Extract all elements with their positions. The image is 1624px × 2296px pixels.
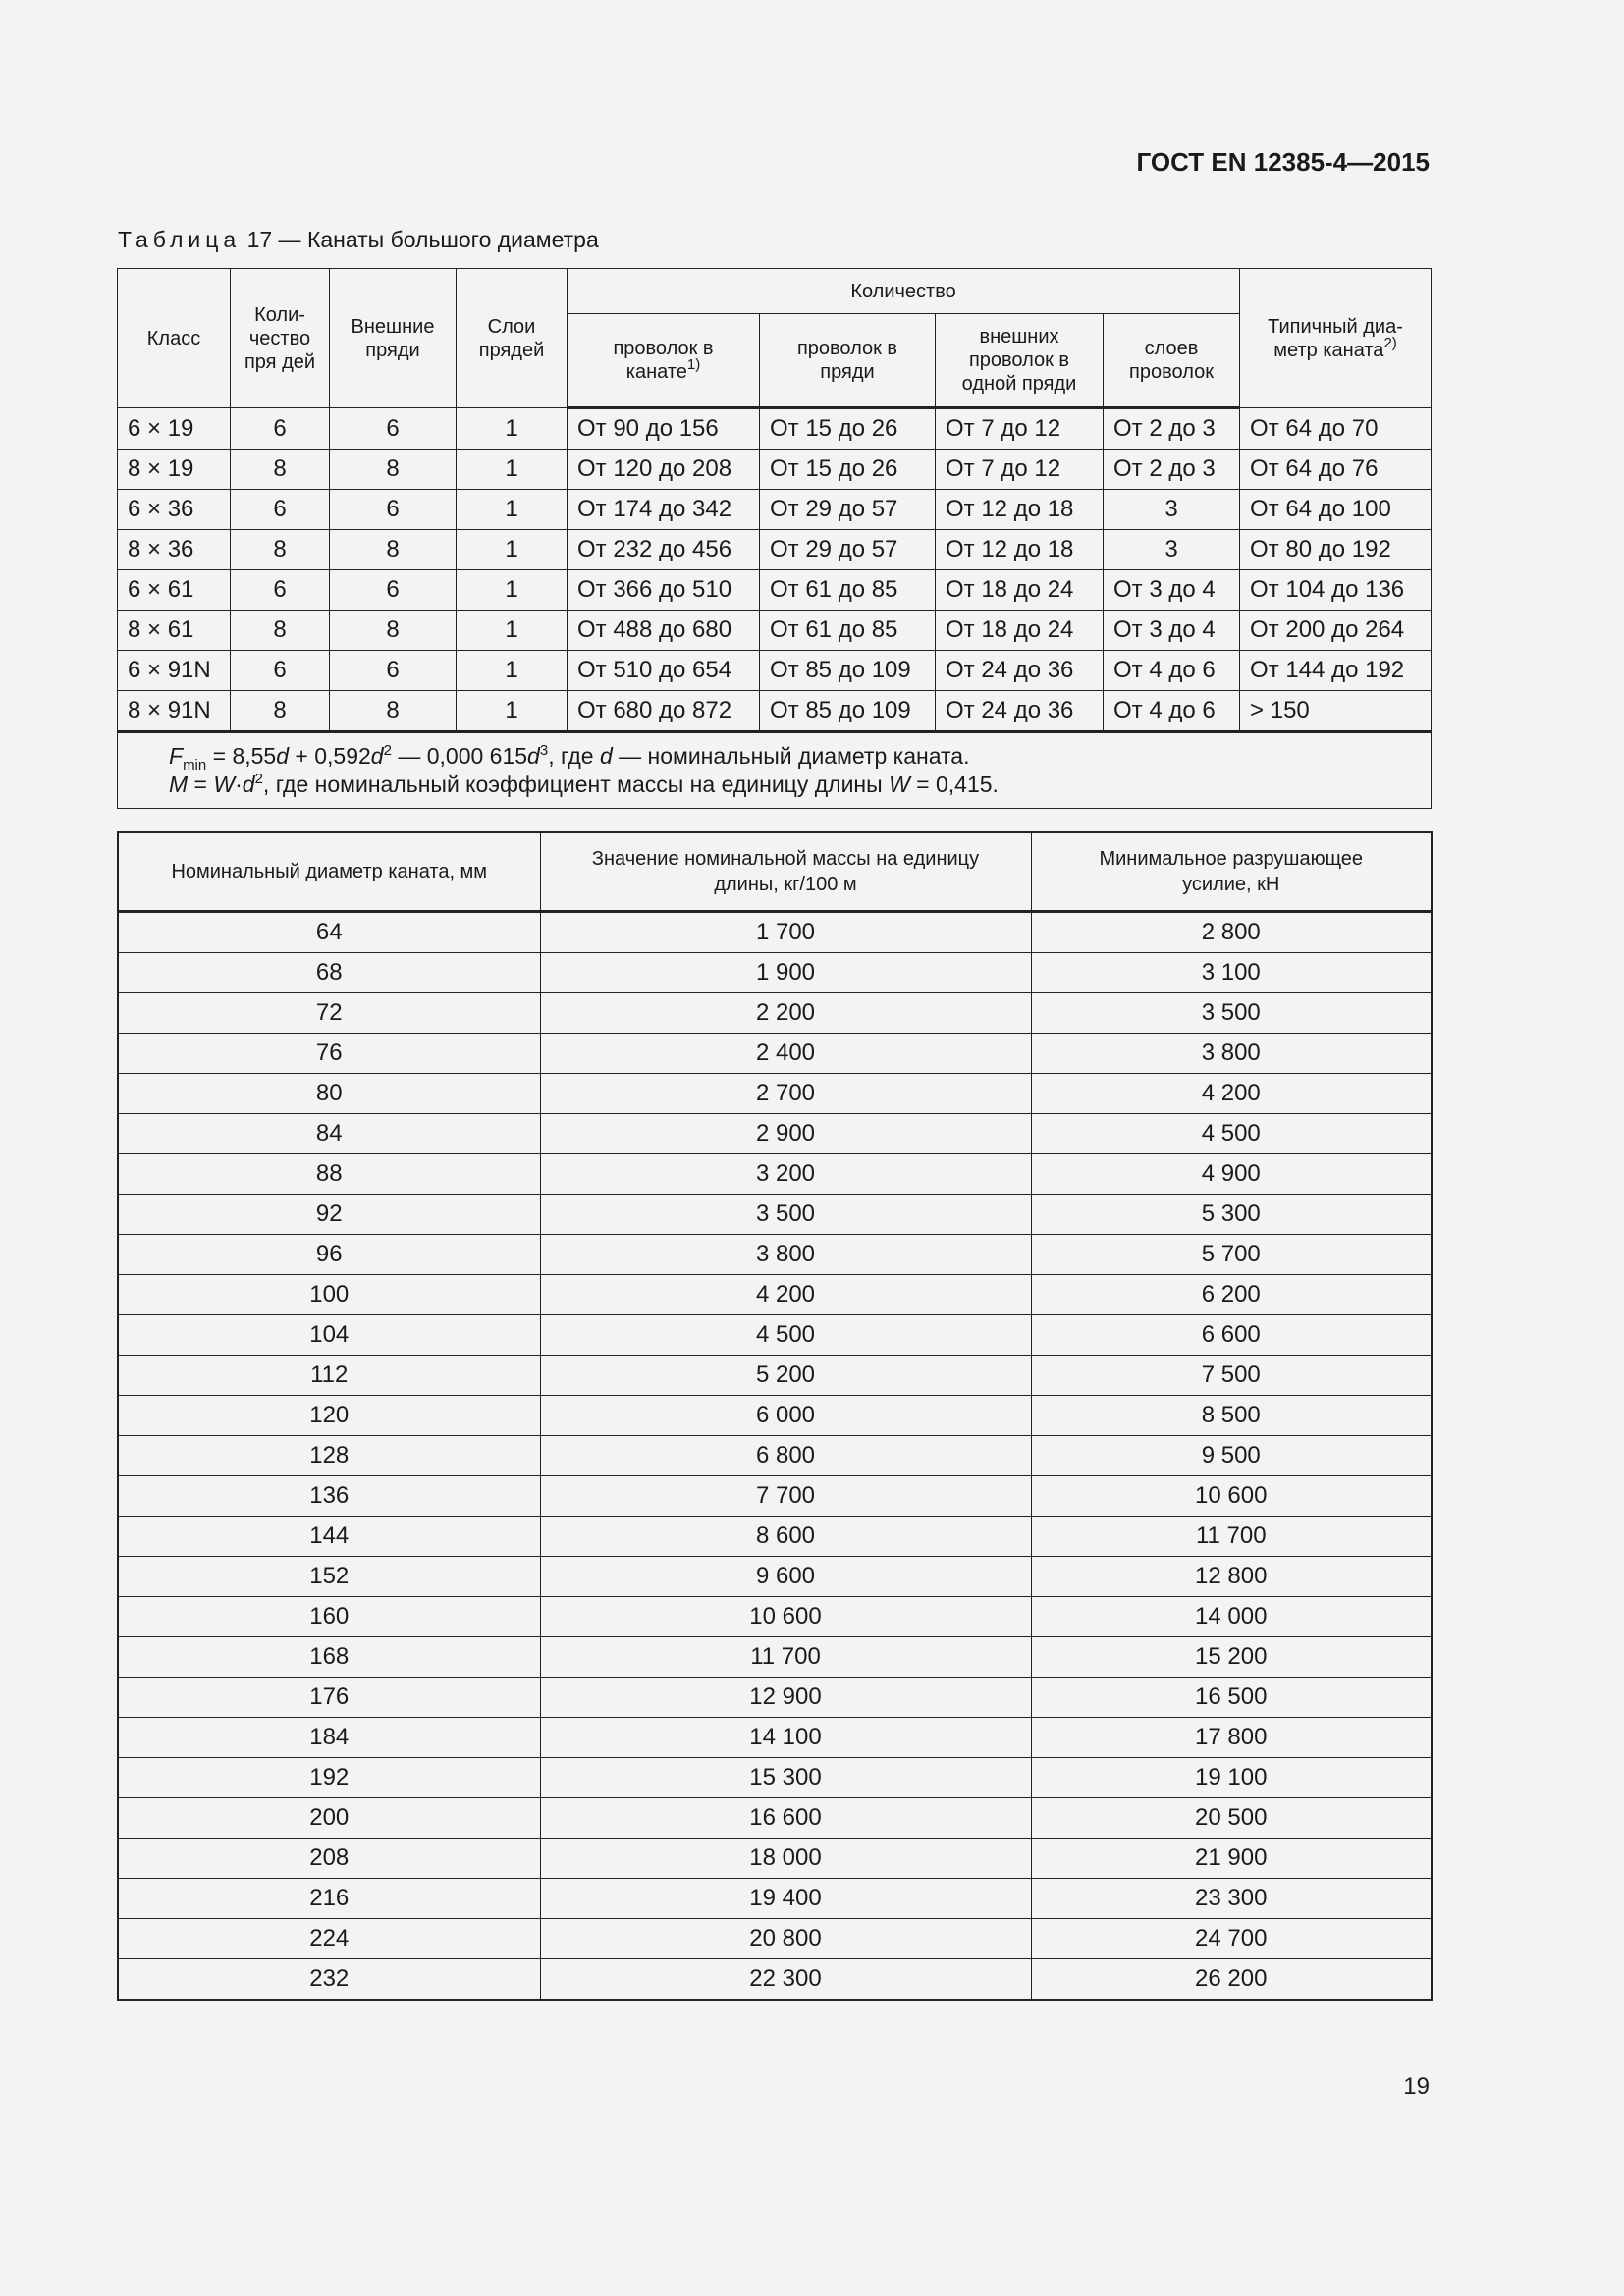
- header-nominal-mass: Значение номинальной массы на единицу длины, кг/100 м: [540, 832, 1031, 912]
- cell-outer: 8: [330, 450, 457, 490]
- cell-cls: 6 × 61: [118, 570, 231, 611]
- cell-outer-wires: От 18 до 24: [936, 611, 1104, 651]
- cell-force: 11 700: [1031, 1517, 1432, 1557]
- cell-mass: 2 400: [540, 1034, 1031, 1074]
- cell-diameter: 136: [118, 1476, 540, 1517]
- cell-outer: 8: [330, 530, 457, 570]
- table-row: [118, 530, 1432, 570]
- cell-force: 5 300: [1031, 1195, 1432, 1235]
- cell-mass: 15 300: [540, 1758, 1031, 1798]
- cell-force: 16 500: [1031, 1678, 1432, 1718]
- cell-wire-layers: От 4 до 6: [1104, 651, 1240, 691]
- cell-wires-rope: От 232 до 456: [568, 530, 760, 570]
- cell-outer-wires: От 12 до 18: [936, 530, 1104, 570]
- cell-diameter: 88: [118, 1154, 540, 1195]
- cell-wires-rope: От 488 до 680: [568, 611, 760, 651]
- table-row: [118, 1517, 1432, 1557]
- cell-force: 12 800: [1031, 1557, 1432, 1597]
- cell-dia: > 150: [1240, 691, 1432, 732]
- cell-mass: 12 900: [540, 1678, 1031, 1718]
- cell-mass: 4 500: [540, 1315, 1031, 1356]
- cell-cls: 8 × 19: [118, 450, 231, 490]
- cell-wire-layers: 3: [1104, 530, 1240, 570]
- cell-diameter: 144: [118, 1517, 540, 1557]
- cell-outer-wires: От 24 до 36: [936, 691, 1104, 732]
- cell-outer: 8: [330, 691, 457, 732]
- cell-mass: 19 400: [540, 1879, 1031, 1919]
- cell-mass: 1 700: [540, 912, 1031, 953]
- cell-force: 8 500: [1031, 1396, 1432, 1436]
- cell-mass: 3 500: [540, 1195, 1031, 1235]
- cell-n: 8: [231, 450, 330, 490]
- cell-layers: 1: [457, 450, 568, 490]
- cell-mass: 14 100: [540, 1718, 1031, 1758]
- cell-mass: 5 200: [540, 1356, 1031, 1396]
- cell-diameter: 68: [118, 953, 540, 993]
- cell-force: 21 900: [1031, 1839, 1432, 1879]
- cell-wire-layers: От 2 до 3: [1104, 408, 1240, 450]
- table-row: [118, 1315, 1432, 1356]
- cell-force: 6 200: [1031, 1275, 1432, 1315]
- cell-diameter: 104: [118, 1315, 540, 1356]
- table-caption-title: 17 — Канаты большого диаметра: [246, 227, 599, 252]
- cell-diameter: 152: [118, 1557, 540, 1597]
- cell-n: 6: [231, 651, 330, 691]
- header-strand-layers: Слои прядей: [457, 269, 568, 408]
- header-breaking-force: Минимальное разрушающее усилие, кН: [1031, 832, 1432, 912]
- cell-mass: 1 900: [540, 953, 1031, 993]
- table-row: [118, 691, 1432, 732]
- table-row: [118, 1275, 1432, 1315]
- table-row: [118, 1356, 1432, 1396]
- cell-diameter: 64: [118, 912, 540, 953]
- cell-n: 6: [231, 490, 330, 530]
- cell-wires-rope: От 510 до 654: [568, 651, 760, 691]
- cell-n: 8: [231, 691, 330, 732]
- header-wires-in-strand: проволок в пряди: [760, 314, 936, 408]
- cell-outer-wires: От 12 до 18: [936, 490, 1104, 530]
- cell-diameter: 224: [118, 1919, 540, 1959]
- cell-dia: От 64 до 70: [1240, 408, 1432, 450]
- cell-mass: 6 000: [540, 1396, 1031, 1436]
- cell-cls: 8 × 91N: [118, 691, 231, 732]
- cell-diameter: 184: [118, 1718, 540, 1758]
- table-row: [118, 651, 1432, 691]
- table-row: [118, 1114, 1432, 1154]
- cell-force: 20 500: [1031, 1798, 1432, 1839]
- cell-outer-wires: От 24 до 36: [936, 651, 1104, 691]
- cell-mass: 16 600: [540, 1798, 1031, 1839]
- cell-outer: 6: [330, 570, 457, 611]
- cell-wires-rope: От 174 до 342: [568, 490, 760, 530]
- cell-wire-layers: От 4 до 6: [1104, 691, 1240, 732]
- cell-diameter: 200: [118, 1798, 540, 1839]
- cell-wire-layers: От 3 до 4: [1104, 570, 1240, 611]
- table-row: [118, 1195, 1432, 1235]
- cell-outer-wires: От 18 до 24: [936, 570, 1104, 611]
- header-nominal-diameter: Номинальный диаметр каната, мм: [118, 832, 540, 912]
- table-row: [118, 1034, 1432, 1074]
- cell-n: 6: [231, 570, 330, 611]
- cell-force: 14 000: [1031, 1597, 1432, 1637]
- cell-diameter: 192: [118, 1758, 540, 1798]
- cell-layers: 1: [457, 408, 568, 450]
- cell-mass: 10 600: [540, 1597, 1031, 1637]
- cell-dia: От 64 до 100: [1240, 490, 1432, 530]
- cell-outer: 6: [330, 408, 457, 450]
- cell-dia: От 144 до 192: [1240, 651, 1432, 691]
- cell-force: 24 700: [1031, 1919, 1432, 1959]
- cell-force: 23 300: [1031, 1879, 1432, 1919]
- cell-diameter: 232: [118, 1959, 540, 2001]
- mass-force-table: [117, 831, 1433, 2001]
- header-wires-in-rope: проволок в канате$^{1)}$: [568, 314, 760, 408]
- table-row: [118, 1557, 1432, 1597]
- table-row: [118, 1758, 1432, 1798]
- formula-note: $F_{min} = 8,55d + 0,592d^2$ — 0,000 $615d^3$, где d — номинальный диаметр каната. $M = W\cdot d^2$, где номинальный коэффициент массы на единицу длины W = 0,415.: [118, 732, 1432, 809]
- cell-force: 7 500: [1031, 1356, 1432, 1396]
- header-quantity: Количество: [568, 269, 1240, 314]
- cell-diameter: 208: [118, 1839, 540, 1879]
- cell-diameter: 92: [118, 1195, 540, 1235]
- table-row: [118, 1959, 1432, 2001]
- header-wire-layers: слоев проволок: [1104, 314, 1240, 408]
- cell-wires-rope: От 680 до 872: [568, 691, 760, 732]
- table-row: [118, 1718, 1432, 1758]
- cell-force: 4 900: [1031, 1154, 1432, 1195]
- cell-wire-layers: От 3 до 4: [1104, 611, 1240, 651]
- table-row: [118, 1597, 1432, 1637]
- cell-layers: 1: [457, 611, 568, 651]
- cell-outer: 6: [330, 651, 457, 691]
- cell-wire-layers: От 2 до 3: [1104, 450, 1240, 490]
- cell-force: 6 600: [1031, 1315, 1432, 1356]
- cell-wires-strand: От 15 до 26: [760, 450, 936, 490]
- cell-layers: 1: [457, 490, 568, 530]
- cell-diameter: 128: [118, 1436, 540, 1476]
- cell-cls: 6 × 19: [118, 408, 231, 450]
- cell-cls: 8 × 36: [118, 530, 231, 570]
- cell-outer: 8: [330, 611, 457, 651]
- table-row: [118, 1154, 1432, 1195]
- cell-mass: 20 800: [540, 1919, 1031, 1959]
- table-caption-word: Таблица: [118, 227, 242, 252]
- cell-layers: 1: [457, 691, 568, 732]
- cell-mass: 3 200: [540, 1154, 1031, 1195]
- cell-wire-layers: 3: [1104, 490, 1240, 530]
- page-number: 19: [1403, 2073, 1430, 2100]
- cell-force: 10 600: [1031, 1476, 1432, 1517]
- table-caption: [118, 227, 599, 253]
- cell-wires-strand: От 85 до 109: [760, 651, 936, 691]
- cell-cls: 8 × 61: [118, 611, 231, 651]
- header-class: Класс: [118, 269, 231, 408]
- table-row: [118, 1919, 1432, 1959]
- table-row: [118, 490, 1432, 530]
- cell-diameter: 160: [118, 1597, 540, 1637]
- cell-diameter: 112: [118, 1356, 540, 1396]
- cell-diameter: 168: [118, 1637, 540, 1678]
- cell-wires-strand: От 85 до 109: [760, 691, 936, 732]
- table-row: [118, 611, 1432, 651]
- cell-wires-rope: От 120 до 208: [568, 450, 760, 490]
- table-row: [118, 1396, 1432, 1436]
- cell-n: 6: [231, 408, 330, 450]
- cell-layers: 1: [457, 530, 568, 570]
- header-typical-diameter: Типичный диа- метр каната$^{2)}$: [1240, 269, 1432, 408]
- cell-layers: 1: [457, 570, 568, 611]
- table-row: [118, 1879, 1432, 1919]
- cell-outer-wires: От 7 до 12: [936, 450, 1104, 490]
- table-row: [118, 1074, 1432, 1114]
- cell-diameter: 100: [118, 1275, 540, 1315]
- cell-cls: 6 × 36: [118, 490, 231, 530]
- cell-mass: 4 200: [540, 1275, 1031, 1315]
- cell-wires-rope: От 366 до 510: [568, 570, 760, 611]
- table-row: [118, 1637, 1432, 1678]
- cell-force: 15 200: [1031, 1637, 1432, 1678]
- cell-wires-strand: От 61 до 85: [760, 570, 936, 611]
- table-row: [118, 1798, 1432, 1839]
- cell-diameter: 176: [118, 1678, 540, 1718]
- cell-n: 8: [231, 611, 330, 651]
- header-strand-count: Коли- чество пря дей: [231, 269, 330, 408]
- cell-mass: 3 800: [540, 1235, 1031, 1275]
- cell-outer-wires: От 7 до 12: [936, 408, 1104, 450]
- cell-force: 9 500: [1031, 1436, 1432, 1476]
- cell-dia: От 200 до 264: [1240, 611, 1432, 651]
- cell-force: 2 800: [1031, 912, 1432, 953]
- cell-force: 26 200: [1031, 1959, 1432, 2001]
- header-outer-strands: Внешние пряди: [330, 269, 457, 408]
- cell-force: 3 100: [1031, 953, 1432, 993]
- cell-dia: От 80 до 192: [1240, 530, 1432, 570]
- cell-wires-strand: От 15 до 26: [760, 408, 936, 450]
- table-row: [118, 1839, 1432, 1879]
- table-row: [118, 408, 1432, 450]
- cell-mass: 7 700: [540, 1476, 1031, 1517]
- cell-outer: 6: [330, 490, 457, 530]
- cell-mass: 2 700: [540, 1074, 1031, 1114]
- cell-force: 4 200: [1031, 1074, 1432, 1114]
- cell-wires-rope: От 90 до 156: [568, 408, 760, 450]
- cell-mass: 6 800: [540, 1436, 1031, 1476]
- cell-n: 8: [231, 530, 330, 570]
- table-row: [118, 1436, 1432, 1476]
- cell-force: 3 800: [1031, 1034, 1432, 1074]
- cell-wires-strand: От 29 до 57: [760, 490, 936, 530]
- cell-dia: От 64 до 76: [1240, 450, 1432, 490]
- cell-mass: 2 200: [540, 993, 1031, 1034]
- cell-diameter: 80: [118, 1074, 540, 1114]
- table-row: [118, 912, 1432, 953]
- cell-mass: 8 600: [540, 1517, 1031, 1557]
- cell-diameter: 72: [118, 993, 540, 1034]
- cell-wires-strand: От 29 до 57: [760, 530, 936, 570]
- header-outer-wires: внешних проволок в одной пряди: [936, 314, 1104, 408]
- cell-layers: 1: [457, 651, 568, 691]
- cell-force: 17 800: [1031, 1718, 1432, 1758]
- cell-mass: 2 900: [540, 1114, 1031, 1154]
- cell-force: 3 500: [1031, 993, 1432, 1034]
- cell-mass: 9 600: [540, 1557, 1031, 1597]
- table-row: [118, 1235, 1432, 1275]
- table-row: [118, 1476, 1432, 1517]
- table-row: [118, 570, 1432, 611]
- cell-force: 4 500: [1031, 1114, 1432, 1154]
- cell-diameter: 76: [118, 1034, 540, 1074]
- table-row: [118, 450, 1432, 490]
- cell-dia: От 104 до 136: [1240, 570, 1432, 611]
- rope-class-table: [117, 268, 1432, 809]
- table-row: [118, 993, 1432, 1034]
- cell-diameter: 96: [118, 1235, 540, 1275]
- cell-wires-strand: От 61 до 85: [760, 611, 936, 651]
- cell-mass: 11 700: [540, 1637, 1031, 1678]
- table-row: [118, 1678, 1432, 1718]
- cell-mass: 22 300: [540, 1959, 1031, 2001]
- cell-diameter: 120: [118, 1396, 540, 1436]
- cell-diameter: 84: [118, 1114, 540, 1154]
- standard-number: ГОСТ EN 12385-4—2015: [1136, 147, 1430, 177]
- cell-diameter: 216: [118, 1879, 540, 1919]
- table-row: [118, 953, 1432, 993]
- cell-cls: 6 × 91N: [118, 651, 231, 691]
- cell-force: 19 100: [1031, 1758, 1432, 1798]
- cell-force: 5 700: [1031, 1235, 1432, 1275]
- cell-mass: 18 000: [540, 1839, 1031, 1879]
